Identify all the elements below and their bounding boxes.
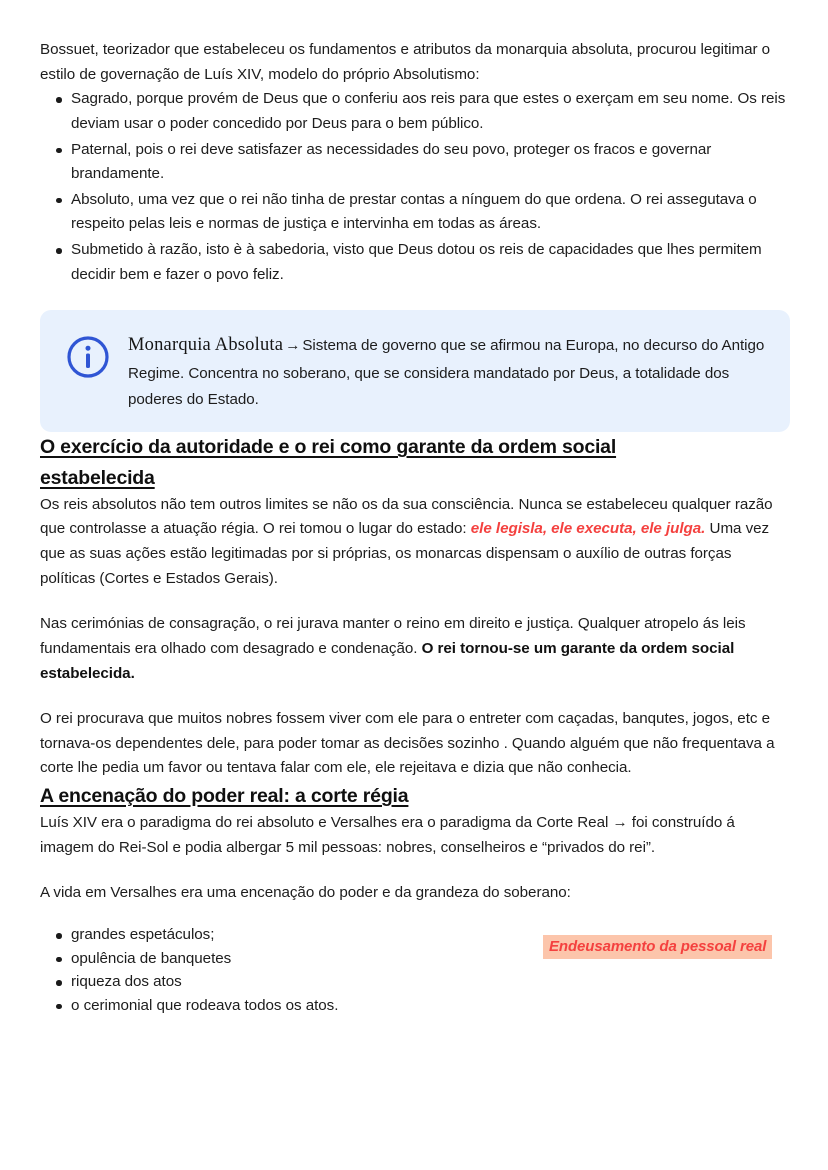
- paragraph-text-part-1: Nas cerimónias de consagração, o rei jurava manter o reino em direito e justiça. Qualquer atropelo ás leis fundamentais era olhado com desagrado e condenação.: [40, 615, 746, 657]
- arrow-icon: →: [285, 337, 301, 355]
- list-item: Sagrado, porque provém de Deus que o conferiu aos reis para que estes o exerçam em seu nome. Os reis deviam usar o poder concedido por Deus para o bem público.: [40, 87, 790, 136]
- highlight-annotation: Endeusamento da pessoal real: [543, 935, 772, 959]
- section-two-paragraph-1: Luís XIV era o paradigma do rei absoluto e Versalhes era o paradigma da Corte Real → foi construído á imagem do Rei-Sol e podia albergar 5 mil pessoas: nobres, conselheiros e “privados do rei”.: [40, 814, 735, 856]
- list-item: o cerimonial que rodeava todos os atos.: [40, 994, 790, 1018]
- list-item: opulência de banquetes: [40, 947, 790, 971]
- section-one-paragraph-1: [40, 493, 790, 592]
- callout-term: Monarquia Absoluta: [128, 335, 284, 356]
- red-emphasis-text: ele legisla, ele executa, ele julga.: [470, 520, 706, 538]
- list-item: grandes espetáculos;: [40, 923, 790, 947]
- paragraph-text-part-1: Os reis absolutos não tem outros limites se não os da sua consciência. Nunca se estabeleceu qualquer razão que controlasse a atuação régia. O rei tomou o lugar do estado:: [40, 495, 773, 538]
- info-circle-icon: [66, 335, 110, 379]
- bold-emphasis-text: O rei tornou-se um garante da ordem social estabelecida.: [40, 639, 735, 682]
- callout-text: [128, 329, 768, 412]
- section-two-paragraph-2: A vida em Versalhes era uma encenação do poder e da grandeza do soberano:: [40, 883, 571, 901]
- list-item: Submetido à razão, isto è à sabedoria, visto que Deus dotou os reis de capacidades que lhes permitem decidir bem e fazer o povo feliz.: [40, 238, 790, 287]
- page-title: [40, 432, 700, 492]
- callout-definition: Sistema de governo que se afirmou na Europa, no decurso do Antigo Regime. Concentra no soberano, que se considera mandatado por Deus, a totalidade dos poderes do Estado.: [128, 337, 765, 408]
- attributes-list: [40, 87, 790, 287]
- section-two-heading: [40, 781, 790, 811]
- section-two-final-area: [40, 881, 790, 1018]
- section-one-paragraph-2: [40, 612, 790, 686]
- list-item: riqueza dos atos: [40, 970, 790, 994]
- list-item: Paternal, pois o rei deve satisfazer as necessidades do seu povo, proteger os fracos e governar brandamente.: [40, 138, 790, 187]
- section-one-heading-line-2: estabelecida: [40, 466, 155, 489]
- info-callout: [40, 310, 790, 432]
- section-two-heading-text: A encenação do poder real: a corte régia: [40, 785, 409, 808]
- section-one-paragraph-3: O rei procurava que muitos nobres fossem viver com ele para o entreter com caçadas, banqutes, jogos, etc e tornava-os dependentes dele, para poder tomar as decisões sozinho . Quando alguém que não frequentava a corte lhe pedia um favor ou tentava falar com ele, ele rejeitava e dizia que não conhecia.: [40, 710, 775, 777]
- paragraph-text-part-2: Uma vez que as suas ações estão legitimadas por si próprias, os monarcas dispensam o auxílio de outras forças políticas (Cortes e Estados Gerais).: [40, 520, 770, 587]
- list-item: Absoluto, uma vez que o rei não tinha de prestar contas a nínguem do que ordena. O rei assegutava o respeito pelas leis e normas de justiça e intervinha em todas as áreas.: [40, 188, 790, 237]
- intro-paragraph: Bossuet, teorizador que estabeleceu os fundamentos e atributos da monarquia absoluta, procurou legitimar o estilo de governação de Luís XIV, modelo do próprio Absolutismo:: [40, 41, 771, 83]
- section-one-heading-line-1: O exercício da autoridade e o rei como garante da ordem social: [40, 436, 617, 459]
